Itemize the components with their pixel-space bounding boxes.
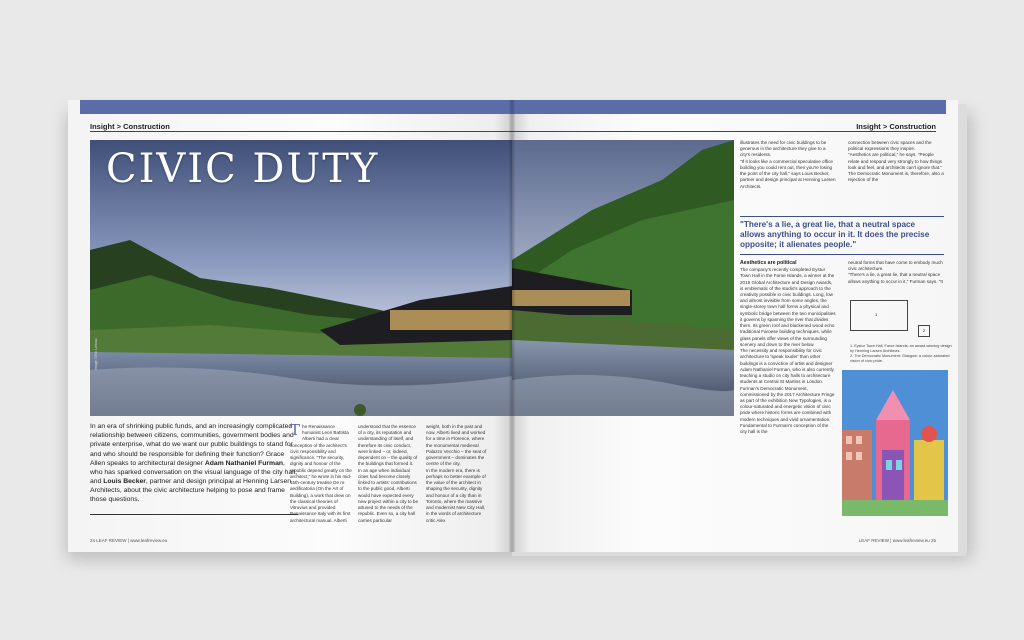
- subhead: Aesthetics are political: [740, 260, 797, 266]
- section-label: Insight > Construction: [856, 122, 936, 131]
- body-column-bottom-1: [740, 260, 836, 435]
- intro-name-2: Louis Becker: [103, 478, 146, 486]
- dropcap: T: [290, 421, 301, 439]
- town-hall-photo-right: [512, 140, 734, 416]
- quote-rule-bottom: [740, 254, 944, 255]
- header-bar: [80, 100, 512, 114]
- body-column-bottom-2: neutral forms that have come to embody much civic architecture. "There's a lie, a great lie, that a neutral space allows anything to occur in it," Furman says. "It: [848, 260, 943, 284]
- figure-captions: 1. Eystur Town Hall, Faroe Islands: an award-winning design by Henning Larsen Architects. 2. The Democratic Monument: Glasgow: a colour-saturated vision of civic pride.: [850, 344, 952, 364]
- democratic-monument-photo: [842, 370, 948, 516]
- body-column-2: understood that the essence of a city, its reputation and understanding of itself, and therefore its civic conduct, were linked – or, indeed, dependent on – the quality of the buildings that formed it. In an age when individual cities had become closely linked to artists' contributions to the public good, Alberti would have expected every new project within a city to be attuned to the needs of the republic. Even so, a city hall carries particular: [358, 424, 419, 523]
- page-folio-left: 24 LEAF REVIEW | www.leafreview.eu: [90, 538, 168, 543]
- headline: CIVIC DUTY: [106, 146, 380, 192]
- photo-credit: Image: ©Nic Lehoux: [94, 338, 98, 370]
- figure-label-1: 1: [875, 312, 878, 317]
- intro-name-1: Adam Nathaniel Furman: [204, 459, 284, 467]
- intro-rule: [90, 514, 298, 515]
- page-folio-right: LEAF REVIEW | www.leafreview.eu 25: [858, 538, 936, 543]
- intro-paragraph: [90, 421, 301, 505]
- pull-quote: "There's a lie, a great lie, that a neutral space allows anything to occur in it. It does the precise opposite; it alienates people.": [740, 220, 930, 249]
- body-column-top-2: connection between civic spaces and the political expressions they inspire. "Aesthetics are political," he says. "People relate and respond very strongly to how things look and feel, and architects can't ignore that." The Democratic Monument is, therefore, also a rejection of the: [848, 140, 944, 183]
- intro-text-1: In an era of shrinking public funds, and an increasingly complicated relationship between citizens, communities, government bodies and private enterprise, what do we want our public buildings to stand for and who should be responsible for defining their function? Grace Allen speaks to architectural designer: [90, 423, 294, 467]
- intro-text-2: , who has sparked conversation on the visual language of the city hall, and: [90, 459, 298, 486]
- intro-text-3: , partner and design principal at Henning Larsen Architects, about the civic architecture helping to pose and frame those questions.: [90, 478, 292, 504]
- figure-label-2: 2: [918, 325, 930, 337]
- body-column-3: weight, both in the past and now. Alberti lived and worked for a time in Florence, where the monumental medieval Palazzo Vecchio – the seat of government – dominates the centre of the city. In the modern era, there is perhaps no better example of the value of the architect in shaping the security, dignity and honour of a city than in Toronto, where the massive and modernist New City Hall, in the words of architecture critic Alex: [426, 424, 487, 523]
- quote-rule-top: [740, 216, 944, 217]
- figure-placeholder-1: [850, 300, 908, 331]
- col1-text: he Renaissance humanist Leon Battista Alberti had a clear conception of the architect's civic responsibility and significance. "The security, dignity and honour of the republic depend greatly on the architect," he wrote in his mid-15th-century treatise De re aedificatoria (On the Art of Building), a work that drew on the classical theories of Vitruvius and provided Renaissance Italy with its first architectural manual. Alberti: [290, 424, 352, 523]
- section-label: Insight > Construction: [90, 122, 170, 131]
- body-column-1: [290, 421, 352, 524]
- left-page: [68, 100, 512, 552]
- header-rule: [512, 131, 936, 132]
- body-column-top-1: illustrates the need for civic buildings to be generous in the architecture they give to a city's residents. "If it looks like a commercial speculative office building you could rent out, then you're losing the point of the city hall," says Louis Becker, partner and design principal at Henning Larsen Architects.: [740, 140, 836, 189]
- right-page: [512, 100, 958, 552]
- header-bar: [512, 100, 946, 114]
- magazine-spine: [509, 100, 515, 552]
- header-rule: [90, 131, 512, 132]
- body1-text: The company's recently completed Eystur Town Hall in the Faroe Islands, a winner at the 2019 Global Architecture and Design Awards, is emblematic of the studio's approach to the creativity possible in civic buildings. Long, low and almost invisible from some angles, the single-storey town hall forms a physical and symbolic bridge between the two municipalities it governs by spanning the river that divides them. Its green roof and blackened wood echo traditional Faroese building techniques, while glass panels offer views of the surrounding scenery and down to the river below. The necessity and responsibility for civic architecture to 'speak louder' than other buildings is a conviction of artist and designer Adam Nathaniel Furman, who is also currently teaching a studio on city halls to architecture students at Central St Martins in London. Furman's Democratic Monument, commissioned by the 2017 Architecture Fringe as part of the exhibition New Typologies, is a colour-saturated and energetic vision of civic pride where historic forms are combined with modern techniques and vivid ornamentation. Fundamental to Furman's conception of the city hall is the: [740, 267, 836, 435]
